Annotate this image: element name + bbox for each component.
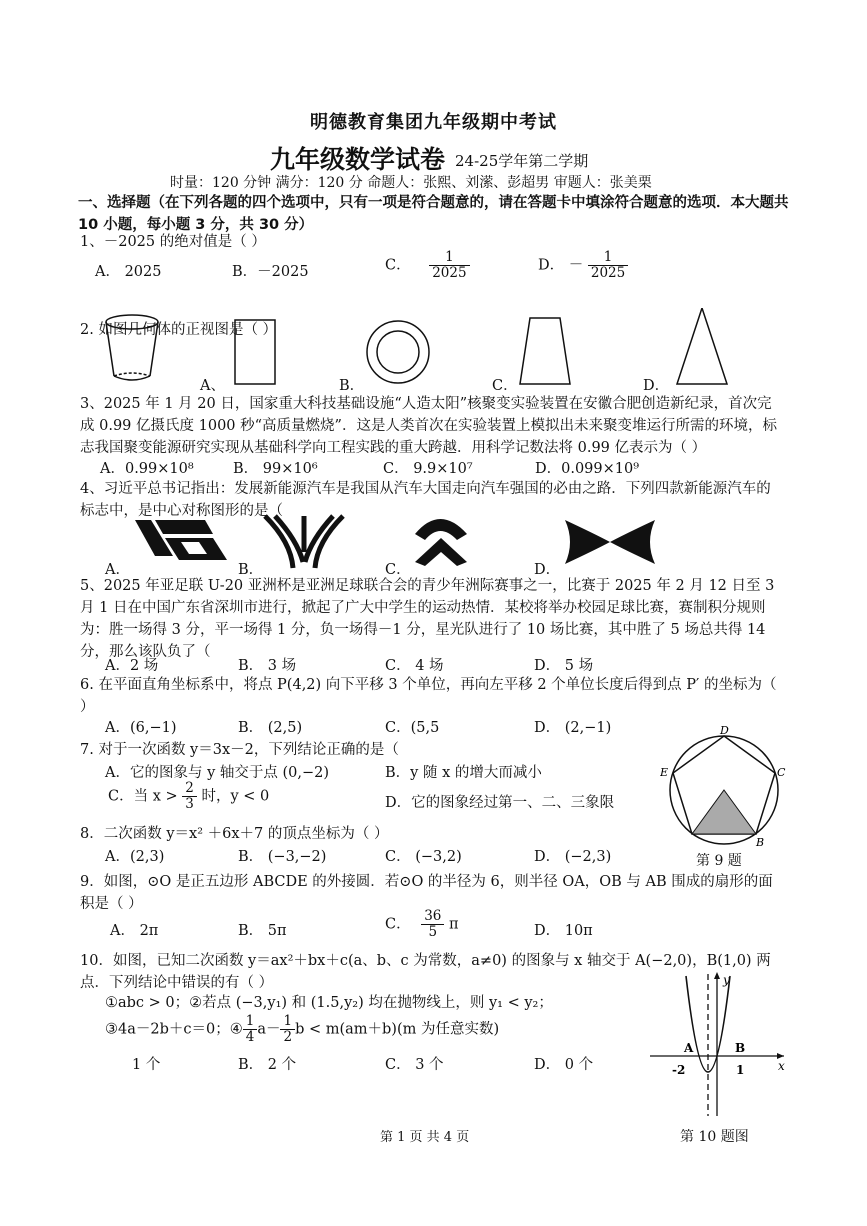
logo-d-icon xyxy=(565,520,655,564)
q4-label-d: D． xyxy=(534,562,561,578)
q10-text: 10．如图，已知二次函数 y＝ax²＋bx＋c(a、b、c 为常数，a≠0) 的图象与 x 轴交于 A(−2,0)，B(1,0) 两点．下列结论中错误的有（ ） xyxy=(80,953,771,991)
q3-option-c: C． 9.9×10⁷ xyxy=(383,461,473,477)
shaded-sector xyxy=(692,790,756,834)
q8-stem: 8．二次函数 y＝x² ＋6x＋7 的顶点坐标为（ ） xyxy=(80,826,389,842)
q4-label-b: B． xyxy=(238,562,264,578)
svg-text:A: A xyxy=(684,1041,694,1055)
q9-figure xyxy=(660,726,790,852)
q7-stem: 7. 对于一次函数 y＝3x－2，下列结论正确的是（ xyxy=(80,742,399,758)
q1-option-b: B．－2025 xyxy=(232,264,309,280)
q9-option-a: A． 2π xyxy=(110,923,159,939)
q6-text: 6. 在平面直角坐标系中，将点 P(4,2) 向下平移 3 个单位，再向左平移 2 个单位长度后得到点 P′ 的坐标为（ ） xyxy=(80,677,777,715)
q2-label-d: D． xyxy=(643,378,670,394)
svg-text:x: x xyxy=(778,1059,785,1073)
q2-label-c: C． xyxy=(492,378,518,394)
q8-option-b: B． (−3,−2) xyxy=(238,849,327,865)
svg-text:B: B xyxy=(735,1041,746,1055)
q8-option-d: D． (−2,3) xyxy=(534,849,612,865)
q1-stem: 1、－2025 的绝对值是（ ） xyxy=(80,234,266,250)
q7-option-a: A．它的图象与 y 轴交于点 (0,−2) xyxy=(105,765,330,781)
q10-statement-3-4: ③4a－2b＋c＝0；④ $\frac{1}{4}$ a－ $\frac{1}{2}$ b < m(am＋b)(m 为任意实数) xyxy=(105,1013,500,1045)
q5-text: 5、2025 年亚足联 U-20 亚洲杯是亚洲足球联合会的青少年洲际赛事之一，比赛于 2025 年 2 月 12 日至 3 月 1 日在中国广东省深圳市进行，掀起了广大中学生的运动热情．某校将举办校园足球比赛，赛制积分规则为：胜一场得 3 分，平一场得 1 分，负一场得－1 分，星光队进行了 10 场比赛，其中胜了 5 场总共得 14 分，那么该队负了（ xyxy=(80,578,775,660)
q6-option-a: A．(6,−1) xyxy=(105,720,177,736)
q1-option-d: D． － $\frac{1}{2025}$ xyxy=(538,250,628,281)
logo-c-icon xyxy=(415,519,467,566)
q10-option-d: D． 0 个 xyxy=(534,1057,594,1073)
q2-label-b: B． xyxy=(339,378,365,394)
q7-option-d: D．它的图象经过第一、二、三象限 xyxy=(385,795,615,811)
q6-option-c: C．(5,5 xyxy=(385,720,440,736)
q4-label-a: A． xyxy=(105,562,130,578)
q3-option-a: A．0.99×10⁸ xyxy=(100,461,194,477)
exam-meta: 时量：120 分钟 满分：120 分 命题人：张熙、刘潆、彭超男 审题人：张美栗 xyxy=(170,175,652,191)
q6-option-b: B． (2,5) xyxy=(238,720,303,736)
rectangle-view xyxy=(235,320,275,384)
logo-b-icon xyxy=(265,516,343,568)
q6-option-d: D． (2,−1) xyxy=(534,720,612,736)
frustum-solid-figure xyxy=(106,315,158,380)
q5-option-b: B． 3 场 xyxy=(238,658,297,674)
q10-option-a: 1 个 xyxy=(132,1057,161,1073)
logo-a-icon xyxy=(135,520,227,560)
q4-label-c: C． xyxy=(385,562,411,578)
point-e-label: E xyxy=(660,766,669,779)
q5-option-a: A．2 场 xyxy=(105,658,159,674)
svg-text:y: y xyxy=(723,973,730,987)
point-d-label: D xyxy=(720,726,729,737)
trapezoid-view xyxy=(520,318,570,384)
q3-option-b: B． 99×10⁶ xyxy=(233,461,318,477)
q10-option-b: B． 2 个 xyxy=(238,1057,297,1073)
q9-option-d: D． 10π xyxy=(534,923,593,939)
q7-option-c: C．当 x > $\frac{2}{3}$ 时，y < 0 xyxy=(108,780,270,812)
svg-text:-2: -2 xyxy=(672,1063,686,1077)
q2-stem: 2. 如图几何体的正视图是（ ） xyxy=(80,322,278,338)
q1-option-a: A． 2025 xyxy=(95,264,162,280)
q3-option-d: D．0.099×10⁹ xyxy=(535,461,640,477)
q10-option-c: C． 3 个 xyxy=(385,1057,444,1073)
svg-text:1: 1 xyxy=(736,1063,745,1077)
q5-option-c: C． 4 场 xyxy=(385,658,444,674)
q4-text: 4、习近平总书记指出：发展新能源汽车是我国从汽车大国走向汽车强国的必由之路．下列四款新能源汽车的标志中，是中心对称图形的是（ xyxy=(80,481,771,519)
q9-option-b: B． 5π xyxy=(238,923,287,939)
exam-school-title: 明德教育集团九年级期中考试 xyxy=(310,112,557,133)
q7-option-b: B．y 随 x 的增大而减小 xyxy=(385,765,542,781)
q8-option-a: A．(2,3) xyxy=(105,849,165,865)
q9-text: 9．如图，⊙O 是正五边形 ABCDE 的外接圆．若⊙O 的半径为 6，则半径 OA，OB 与 AB 围成的扇形的面积是（ ） xyxy=(80,874,773,912)
q2-label-a: A、 xyxy=(200,378,225,394)
q3-text: 3、2025 年 1 月 20 日，国家重大科技基础设施“人造太阳”核聚变实验装置在安徽合肥创造新纪录，首次完成 0.99 亿摄氏度 1000 秒“高质量燃烧”．这是人类首次在实验装置上模拟出未来聚变堆运行所需的环境，标志我国聚变能源研究实现从基础科学向工程实践的重大跨越．用科学记数法将 0.99 亿表示为（ ） xyxy=(80,396,777,456)
ring-view xyxy=(367,321,429,383)
point-b-label: B xyxy=(756,836,765,849)
section-heading: 一、选择题（在下列各题的四个选项中，只有一项是符合题意的，请在答题卡中填涂符合题意的选项．本大题共 10 小题，每小题 3 分，共 30 分） xyxy=(78,195,789,233)
q10-graph xyxy=(650,968,790,1118)
paper-title: 九年级数学试卷 xyxy=(270,145,446,174)
triangle-view xyxy=(677,308,727,384)
q9-option-c: C． $\frac{36}{5}$ π xyxy=(385,908,459,940)
point-c-label: C xyxy=(777,766,786,779)
paper-term: 24-25学年第二学期 xyxy=(455,152,589,170)
page-footer: 第 1 页 共 4 页 xyxy=(380,1130,470,1145)
q8-option-c: C． (−3,2) xyxy=(385,849,462,865)
q10-caption: 第 10 题图 xyxy=(680,1129,749,1145)
q1-option-c: C． $\frac{1}{2025}$ xyxy=(385,250,470,281)
q5-option-d: D． 5 场 xyxy=(534,658,594,674)
q10-statement-1-2: ①abc > 0；②若点 (−3,y₁) 和 (1.5,y₂) 均在抛物线上，则 y₁ < y₂； xyxy=(105,995,553,1011)
q9-caption: 第 9 题 xyxy=(696,853,742,869)
